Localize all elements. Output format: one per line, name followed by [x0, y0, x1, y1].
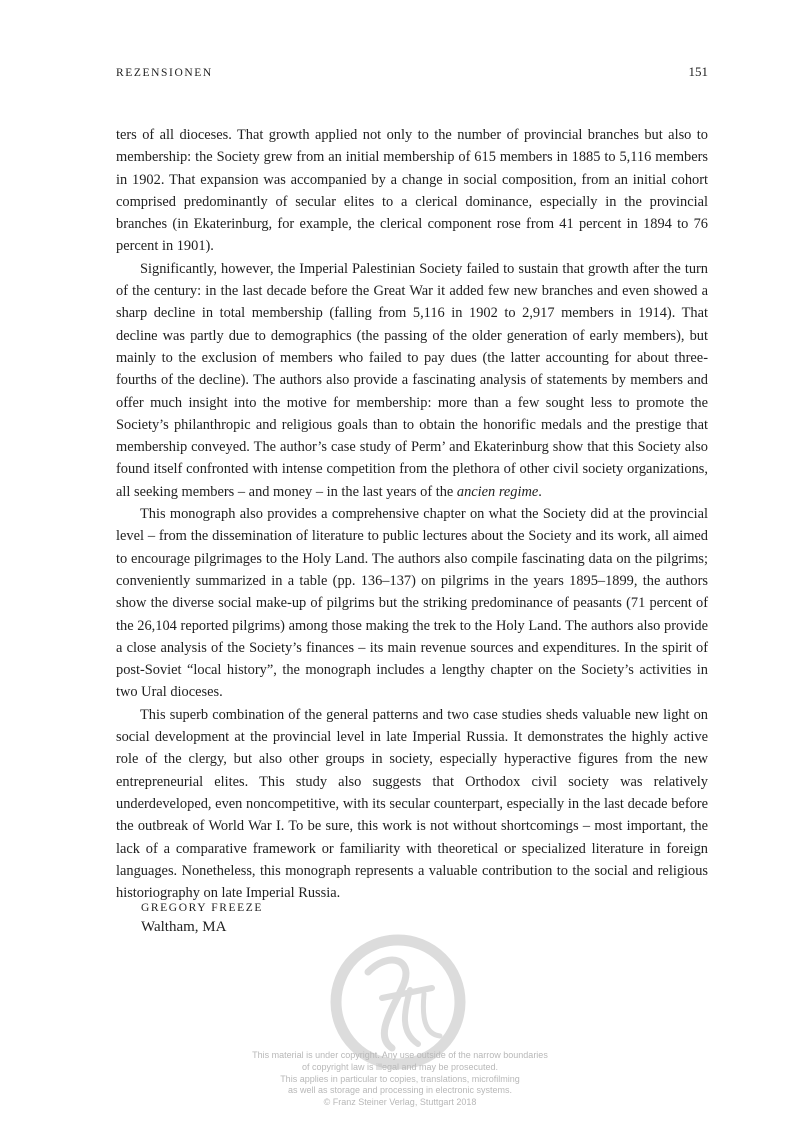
reviewer-name: GREGORY FREEZE — [141, 902, 263, 914]
copyright-line: This material is under copyright. Any use outside of the narrow boundaries — [252, 1050, 548, 1060]
copyright-line: © Franz Steiner Verlag, Stuttgart 2018 — [323, 1097, 477, 1108]
copyright-notice — [200, 1050, 600, 1109]
reviewer-signature — [141, 902, 263, 936]
paragraph-3: This monograph also provides a comprehensive chapter on what the Society did at the provincial level – from the dissemination of literature to public lectures about the Society and its work, all aimed to encourage pilgrimages to the Holy Land. The authors also compile fascinating data on the pilgrims; conveniently summarized in a table (pp. 136–137) on pilgrims in the years 1895–1899, the authors show the diverse social make-up of pilgrims but the striking predominance of peasants (71 percent of the 26,104 reported pilgrims) among those making the trek to the Holy Land. The authors also provide a close analysis of the Society’s finances – its main revenue sources and expenditures. In the spirit of post-Soviet “local history”, the monograph includes a lengthy chapter on the Society’s activities in two Ural dioceses. — [116, 506, 708, 701]
copyright-line: of copyright law is illegal and may be prosecuted. — [301, 1061, 499, 1072]
copyright-line: This applies in particular to copies, translations, microfilming — [280, 1073, 520, 1084]
review-body — [116, 124, 708, 904]
paragraph-2-text: Significantly, however, the Imperial Palestinian Society failed to sustain that growth after the turn of the century: in the last decade before the Great War it added few new branches and even showed a sharp decline in total membership (falling from 5,116 in 1902 to 2,917 members in 1914). That decline was partly due to demographics (the passing of the older generation of early members), but mainly to the exclusion of members who failed to pay dues (the latter accounting for about three-fourths of the decline). The authors also provide a fascinating analysis of statements by members and offer much insight into the motive for membership: more than a few sought less to promote the Society’s philanthropic and religious goals than to obtain the honorific medals and the prestige that membership conveyed. The author’s case study of Perm’ and Ekaterinburg show that this Society also found itself confronted with intense competition from the plethora of other civil society organizations, all seeking members – and money – in the last years of the — [116, 260, 708, 500]
italic-term: ancien regime — [456, 483, 539, 500]
reviewer-location: Waltham, MA — [141, 919, 227, 935]
paragraph-2-end: . — [538, 483, 542, 500]
paragraph-1: ters of all dioceses. That growth applied not only to the number of provincial branches but also to membership: the Society grew from an initial membership of 615 members in 1885 to 5,116 members in 1902. That expansion was accompanied by a change in social composition, from an initial cohort comprised predominantly of secular elites to a clerical dominance, especially in the provincial branches (in Ekaterinburg, for example, the clerical component rose from 41 percent in 1894 to 76 percent in 1901). — [116, 127, 708, 255]
paragraph-4: This superb combination of the general patterns and two case studies sheds valuable new light on social development at the provincial level in late Imperial Russia. It demonstrates the highly active role of the clergy, but also other groups in society, especially hyperactive figures from the new entrepreneurial elites. This study also suggests that Orthodox civil society was relatively underdeveloped, even noncompetitive, with its secular counterpart, especially in the last decade before the outbreak of World War I. To be sure, this work is not without shortcomings – most important, the lack of a comparative framework or familiarity with theoretical or specialized literature in foreign languages. Nonetheless, this monograph represents a valuable contribution to the social and religious historiography on late Imperial Russia. — [116, 706, 708, 902]
page-header — [116, 64, 708, 80]
paragraph-2 — [116, 258, 708, 503]
copyright-line: as well as storage and processing in electronic systems. — [287, 1085, 513, 1096]
running-head: REZENSIONEN — [116, 67, 213, 79]
page-number: 151 — [688, 64, 708, 79]
